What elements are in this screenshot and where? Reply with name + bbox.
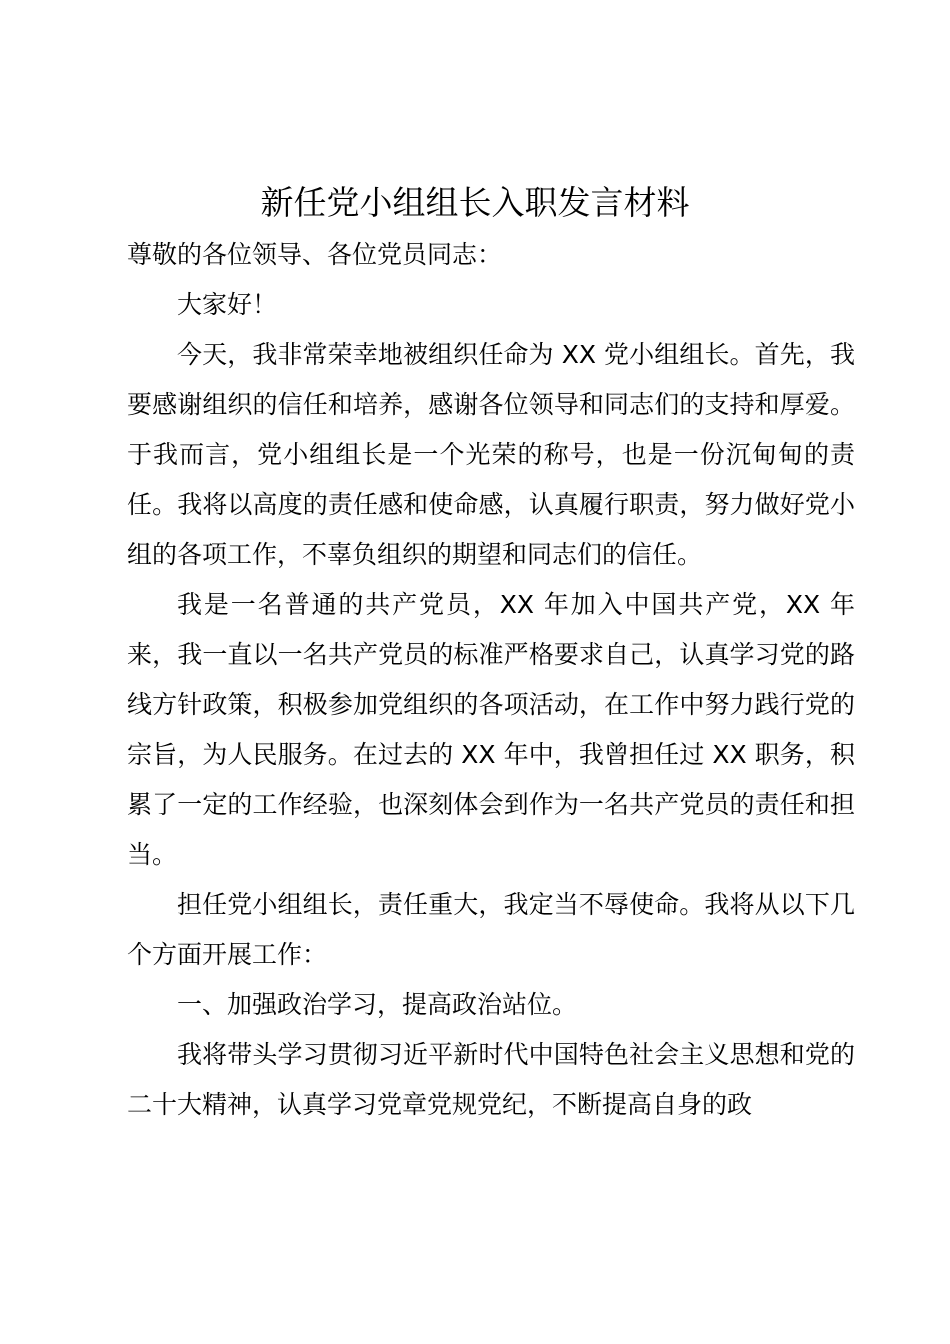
document-title: 新任党小组组长入职发言材料 [260,183,690,222]
paragraph-plan-intro: 担任党小组组长，责任重大，我定当不辱使命。我将从以下几个方面开展工作： [127,890,855,969]
paragraph-greeting: 大家好！ [177,290,278,319]
paragraph-appointment: 今天，我非常荣幸地被组织任命为 XX 党小组组长。首先，我要感谢组织的信任和培养，感谢各位领导和同志们的支持和厚爱。于我而言，党小组组长是一个光荣的称号，也是一份沉甸甸的责任。我将以高度的责任感和使命感，认真履行职责，努力做好党小组的各项工作，不辜负组织的期望和同志们的信任。 [127,340,855,569]
salutation: 尊敬的各位领导、各位党员同志： [127,240,503,269]
paragraph-background: 我是一名普通的共产党员，XX 年加入中国共产党，XX 年来，我一直以一名共产党员的标准严格要求自己，认真学习党的路线方针政策，积极参加党组织的各项活动，在工作中努力践行党的宗旨，为人民服务。在过去的 XX 年中，我曾担任过 XX 职务，积累了一定的工作经验，也深刻体会到作为一名共产党员的责任和担当。 [127,590,855,869]
document-body [127,230,855,1130]
section-heading-1: 一、加强政治学习，提高政治站位。 [177,990,578,1019]
paragraph-study: 我将带头学习贯彻习近平新时代中国特色社会主义思想和党的二十大精神，认真学习党章党规党纪，不断提高自身的政 [127,1040,855,1119]
